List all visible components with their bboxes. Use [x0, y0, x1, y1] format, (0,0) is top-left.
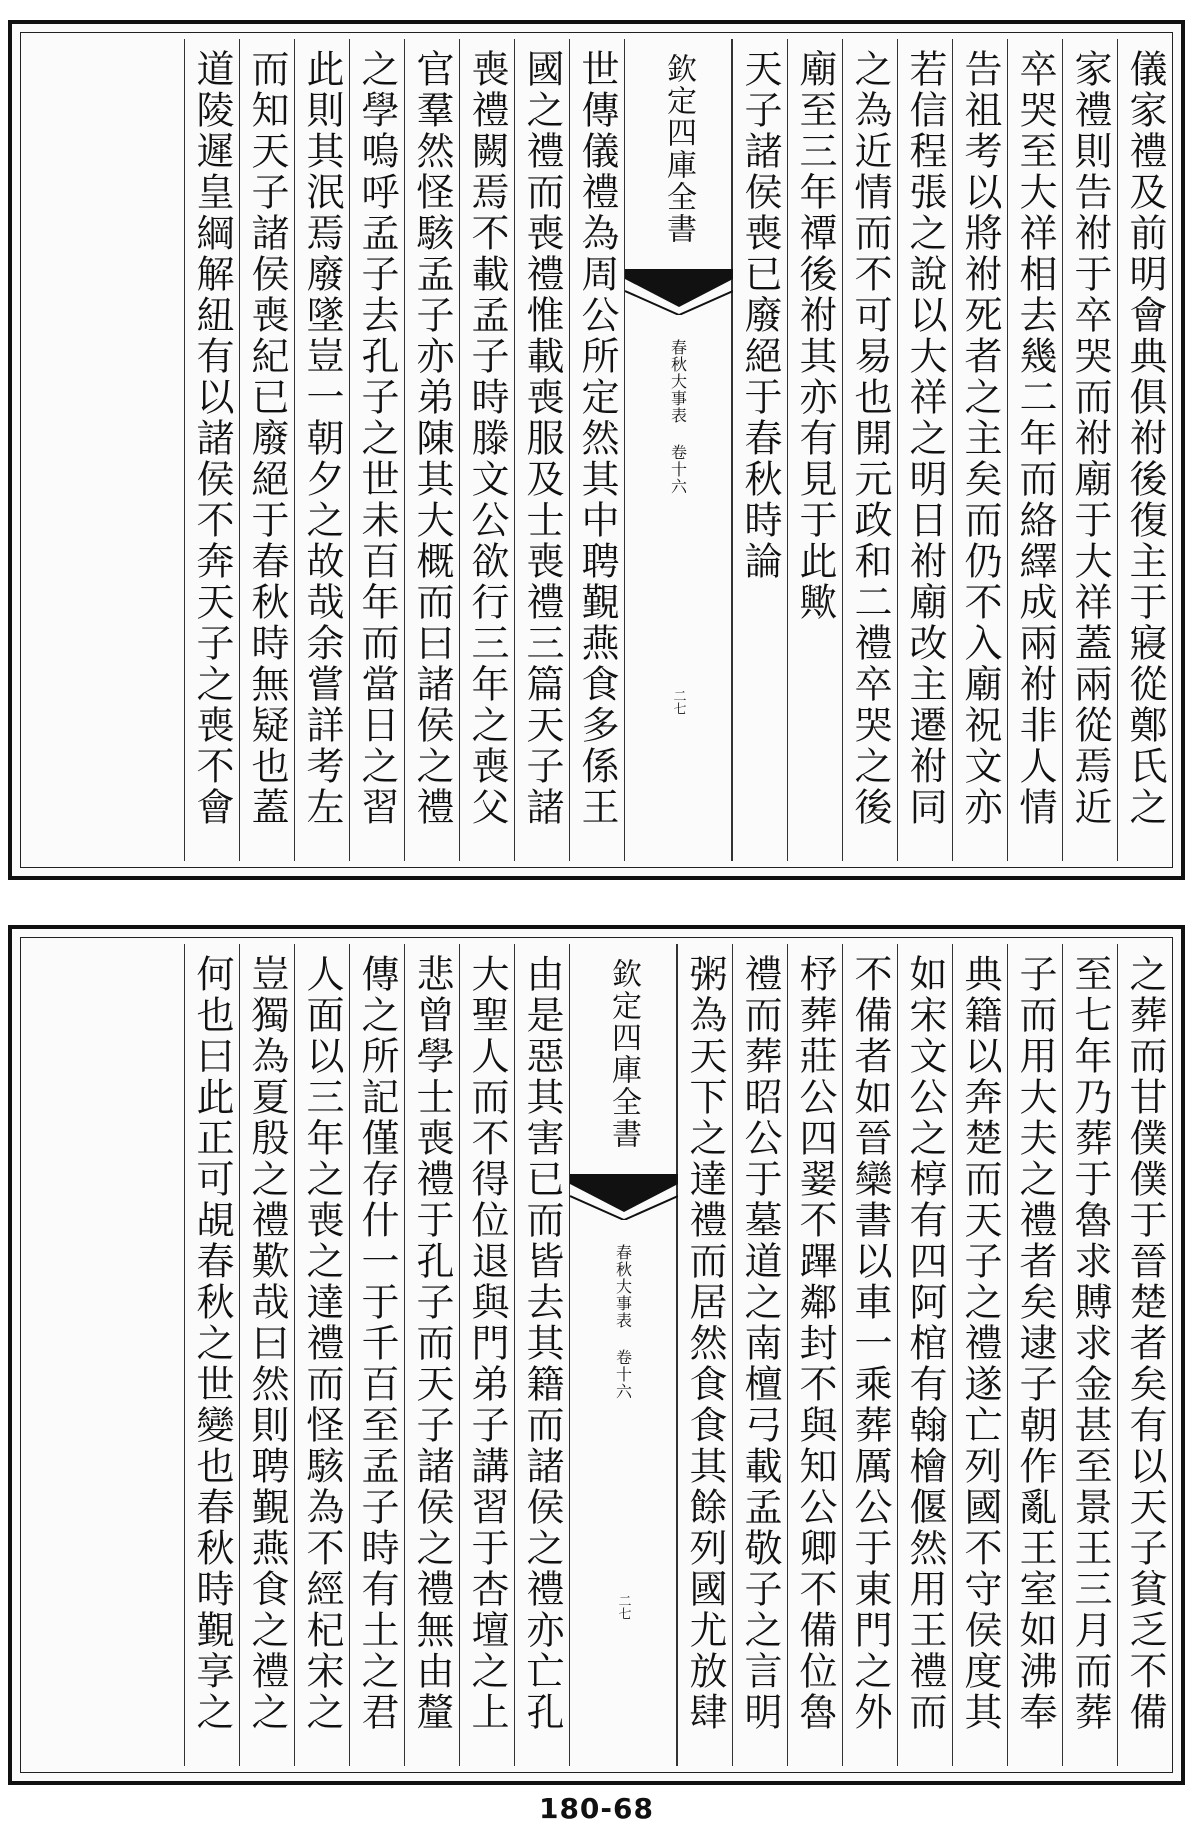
- book-title: 欽定四庫全書: [661, 53, 696, 245]
- text-column: 喪禮闕焉不載孟子時滕文公欲行三年之喪父: [459, 39, 514, 861]
- text-column: 國之禮而喪禮惟載喪服及士喪禮三篇天子諸: [514, 39, 569, 861]
- text-column: 粥為天下之達禮而居然食食其餘列國尤放肆: [677, 944, 732, 1766]
- bottom-page-frame: [20, 937, 1173, 1773]
- book-title: 欽定四庫全書: [606, 958, 641, 1150]
- text-column: 子而用大夫之禮者矣逮子朝作亂王室如沸奉: [1007, 944, 1062, 1766]
- text-column: 如宋文公之椁有四阿棺有翰檜偃然用王禮而: [897, 944, 952, 1766]
- text-column: 世傳儀禮為周公所定然其中聘覲燕食多係王: [569, 39, 624, 861]
- text-column: 之為近情而不可易也開元政和二禮卒哭之後: [842, 39, 897, 861]
- text-column: 卒哭至大祥相去幾二年而絡繹成兩祔非人情: [1007, 39, 1062, 861]
- text-column: 傳之所記僅存什一于千百至孟子時有土之君: [349, 944, 404, 1766]
- text-column: 而知天子諸侯喪紀已廢絕于春秋時無疑也蓋: [239, 39, 294, 861]
- text-column: 禮而葬昭公于墓道之南檀弓載孟敬子之言明: [732, 944, 787, 1766]
- text-column: 此則其泯焉廢墜豈一朝夕之故哉余嘗詳考左: [294, 39, 349, 861]
- text-column: 家禮則告祔于卒哭而祔廟于大祥蓋兩從焉近: [1062, 39, 1117, 861]
- text-column: 豈獨為夏殷之禮歎哉曰然則聘覲燕食之禮之: [239, 944, 294, 1766]
- text-column: 儀家禮及前明會典俱祔後復主于寢從鄭氏之: [1117, 39, 1172, 861]
- text-column: 至七年乃葬于魯求賻求金甚至景王三月而葬: [1062, 944, 1117, 1766]
- top-page-panel: [8, 20, 1185, 880]
- text-column: 典籍以奔楚而天子之禮遂亡列國不守侯度其: [952, 944, 1007, 1766]
- text-column: 何也曰此正可覘春秋之世變也春秋時覲享之: [184, 944, 239, 1766]
- text-column: 若信程張之說以大祥之明日祔廟改主遷祔同: [897, 39, 952, 861]
- text-column: 人面以三年之喪之達禮而怪駭為不經杞宋之: [294, 944, 349, 1766]
- chapter-label: 春秋大事表 卷十六: [668, 339, 688, 495]
- text-column: 由是惡其害已而皆去其籍而諸侯之禮亦亡孔: [514, 944, 569, 1766]
- leaf-number: 二七: [670, 689, 686, 715]
- text-column: 天子諸侯喪已廢絕于春秋時論: [732, 39, 787, 861]
- text-column: 廟至三年禫後祔其亦有見于此歟: [787, 39, 842, 861]
- text-column: 道陵遲皇綱解紐有以諸侯不奔天子之喪不會: [184, 39, 239, 861]
- center-margin-strip: [569, 944, 677, 1766]
- fish-tail-mark-icon: [570, 1174, 678, 1220]
- page-number: 180-68: [538, 1792, 655, 1825]
- text-column: 悲曾學士喪禮于孔子而天子諸侯之禮無由釐: [404, 944, 459, 1766]
- text-column: 不備者如晉欒書以車一乘葬厲公于東門之外: [842, 944, 897, 1766]
- text-column: 官羣然怪駭孟子亦弟陳其大概而曰諸侯之禮: [404, 39, 459, 861]
- leaf-number: 二七: [615, 1594, 631, 1620]
- top-page-frame: [20, 32, 1173, 868]
- text-column: 之葬而甘僕僕于晉楚者矣有以天子貧乏不備: [1117, 944, 1172, 1766]
- center-margin-strip: [624, 39, 732, 861]
- text-column: 告祖考以將祔死者之主矣而仍不入廟祝文亦: [952, 39, 1007, 861]
- text-column: 大聖人而不得位退與門弟子講習于杏壇之上: [459, 944, 514, 1766]
- fish-tail-mark-icon: [625, 269, 733, 315]
- chapter-label: 春秋大事表 卷十六: [613, 1244, 633, 1400]
- text-column: 杼葬莊公四翣不蹕鄰封不與知公卿不備位魯: [787, 944, 842, 1766]
- bottom-page-panel: [8, 925, 1185, 1785]
- text-column: 之學嗚呼孟子去孔子之世未百年而當日之習: [349, 39, 404, 861]
